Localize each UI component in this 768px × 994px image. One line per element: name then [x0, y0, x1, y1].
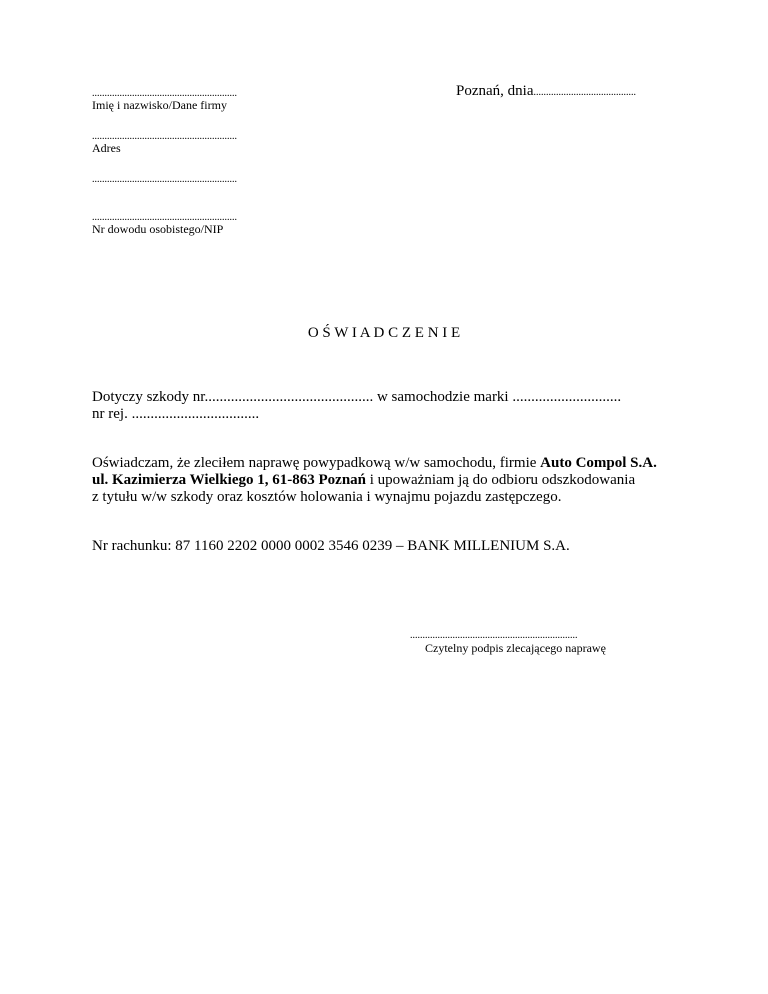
damage-line-1: Dotyczy szkody nr............................................. w samochodzie marki ............................. [92, 389, 622, 405]
city-date [456, 83, 636, 100]
statement-text-2: i upoważniam ją do odbioru odszkodowania [366, 472, 636, 488]
address-label: Adres [92, 141, 121, 155]
company-address: ul. Kazimierza Wielkiego 1, 61-863 Poznań [92, 472, 367, 488]
document-title: O Ś W I A D C Z E N I E [307, 325, 461, 341]
statement-line-2 [92, 472, 635, 489]
signature-label: Czytelny podpis zlecającego naprawę [425, 641, 606, 655]
name-dotted-line: .......................................................... [92, 88, 237, 99]
date-dotted-line: ......................................... [533, 87, 636, 98]
address2-dotted-line: .......................................................... [92, 174, 237, 185]
id-dotted-line: .......................................................... [92, 212, 237, 223]
damage-line-2: nr rej. .................................. [92, 406, 260, 422]
name-label: Imię i nazwisko/Dane firmy [92, 98, 227, 112]
bank-account: Nr rachunku: 87 1160 2202 0000 0002 3546 0239 – BANK MILLENIUM S.A. [92, 538, 570, 554]
company-name: Auto Compol S.A. [540, 455, 657, 471]
signature-dotted-line: ................................................................... [410, 630, 578, 641]
statement-line-1 [92, 455, 657, 472]
id-label: Nr dowodu osobistego/NIP [92, 222, 224, 236]
statement-text-1: Oświadczam, że zleciłem naprawę powypadkową w/w samochodu, firmie [92, 455, 541, 471]
statement-line-3: z tytułu w/w szkody oraz kosztów holowania i wynajmu pojazdu zastępczego. [92, 489, 562, 505]
city-date-prefix: Poznań, dnia [456, 83, 534, 99]
address-dotted-line: .......................................................... [92, 131, 237, 142]
